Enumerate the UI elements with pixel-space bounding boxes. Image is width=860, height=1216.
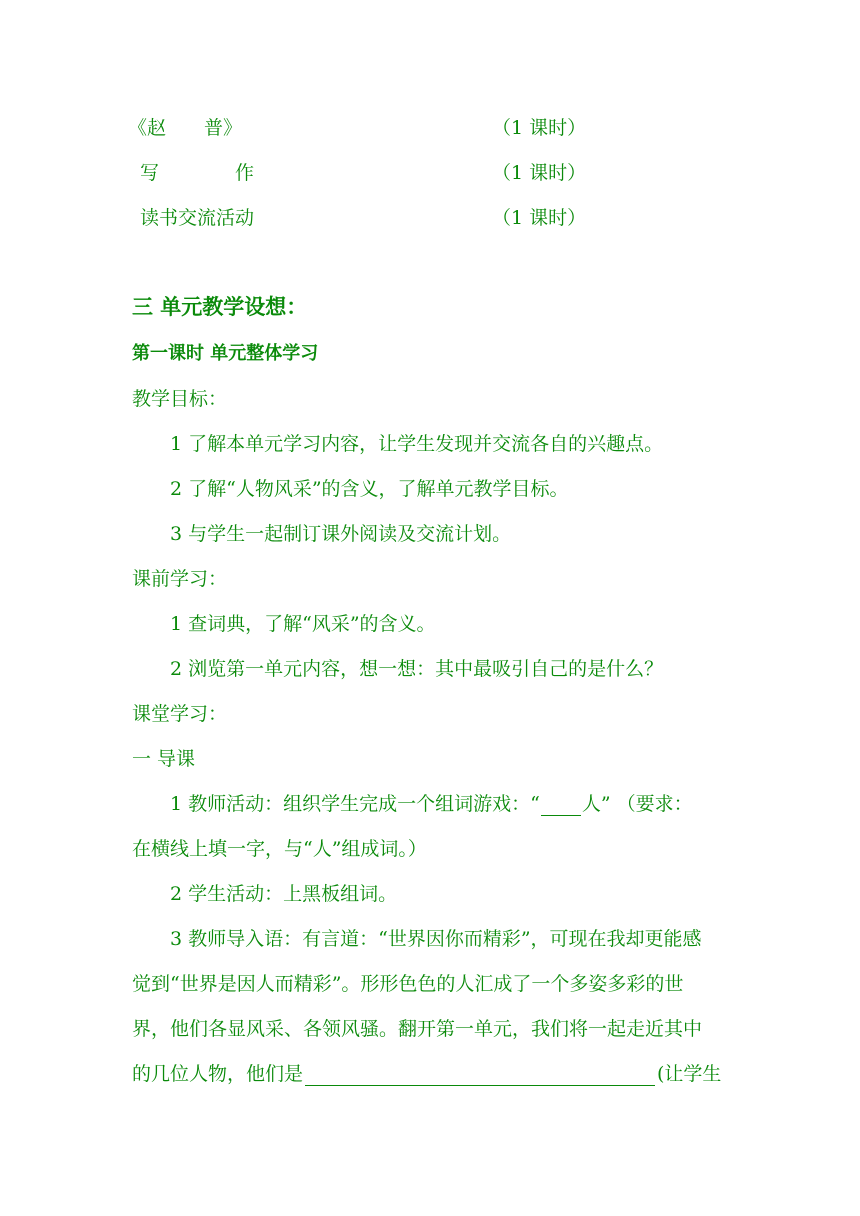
inclass-item-3-line-3: 界，他们各显风采、各领风骚。翻开第一单元，我们将一起走近其中 — [132, 1018, 703, 1040]
preclass-item-2: 2 浏览第一单元内容，想一想：其中最吸引自己的是什么？ — [170, 658, 664, 680]
inclass-item-1-before: 1 教师活动：组织学生完成一个组词游戏：“ — [170, 793, 540, 815]
goal-item-1: 1 了解本单元学习内容，让学生发现并交流各自的兴趣点。 — [170, 433, 664, 455]
goals-label: 教学目标： — [132, 388, 228, 410]
schedule-title-3: 读书交流活动 — [140, 207, 255, 229]
preclass-item-1: 1 查词典，了解“风采”的含义。 — [170, 613, 436, 635]
schedule-hours-2: （1 课时） — [492, 162, 587, 184]
preclass-label: 课前学习： — [132, 568, 228, 590]
lesson-heading: 第一课时 单元整体学习 — [132, 343, 319, 364]
inclass-item-3-line-4 — [132, 1062, 732, 1086]
inclass-part-title: 一 导课 — [132, 748, 196, 770]
inclass-item-1 — [170, 792, 770, 816]
fill-blank-long — [305, 1065, 655, 1086]
inclass-item-1-continued: 在横线上填一字，与“人”组成词。） — [132, 838, 427, 860]
inclass-item-3-line-1: 3 教师导入语：有言道：“世界因你而精彩”，可现在我却更能感 — [170, 928, 702, 950]
inclass-item-3-line-4-before: 的几位人物，他们是 — [132, 1063, 304, 1085]
schedule-title-2: 写 作 — [140, 162, 255, 184]
inclass-item-3-line-4-after: (让学生 — [657, 1063, 722, 1085]
section-heading: 三 单元教学设想： — [132, 295, 308, 319]
schedule-hours-3: （1 课时） — [492, 207, 587, 229]
inclass-label: 课堂学习： — [132, 703, 228, 725]
fill-blank-short — [541, 795, 581, 816]
schedule-title-1: 《赵 普》 — [128, 117, 243, 139]
schedule-hours-1: （1 课时） — [492, 117, 587, 139]
inclass-item-3-line-2: 觉到“世界是因人而精彩”。形形色色的人汇成了一个多姿多彩的世 — [132, 973, 684, 995]
goal-item-2: 2 了解“人物风采”的含义，了解单元教学目标。 — [170, 478, 569, 500]
inclass-item-2: 2 学生活动：上黑板组词。 — [170, 883, 398, 905]
inclass-item-1-after: 人” （要求： — [581, 793, 693, 815]
goal-item-3: 3 与学生一起制订课外阅读及交流计划。 — [170, 523, 512, 545]
